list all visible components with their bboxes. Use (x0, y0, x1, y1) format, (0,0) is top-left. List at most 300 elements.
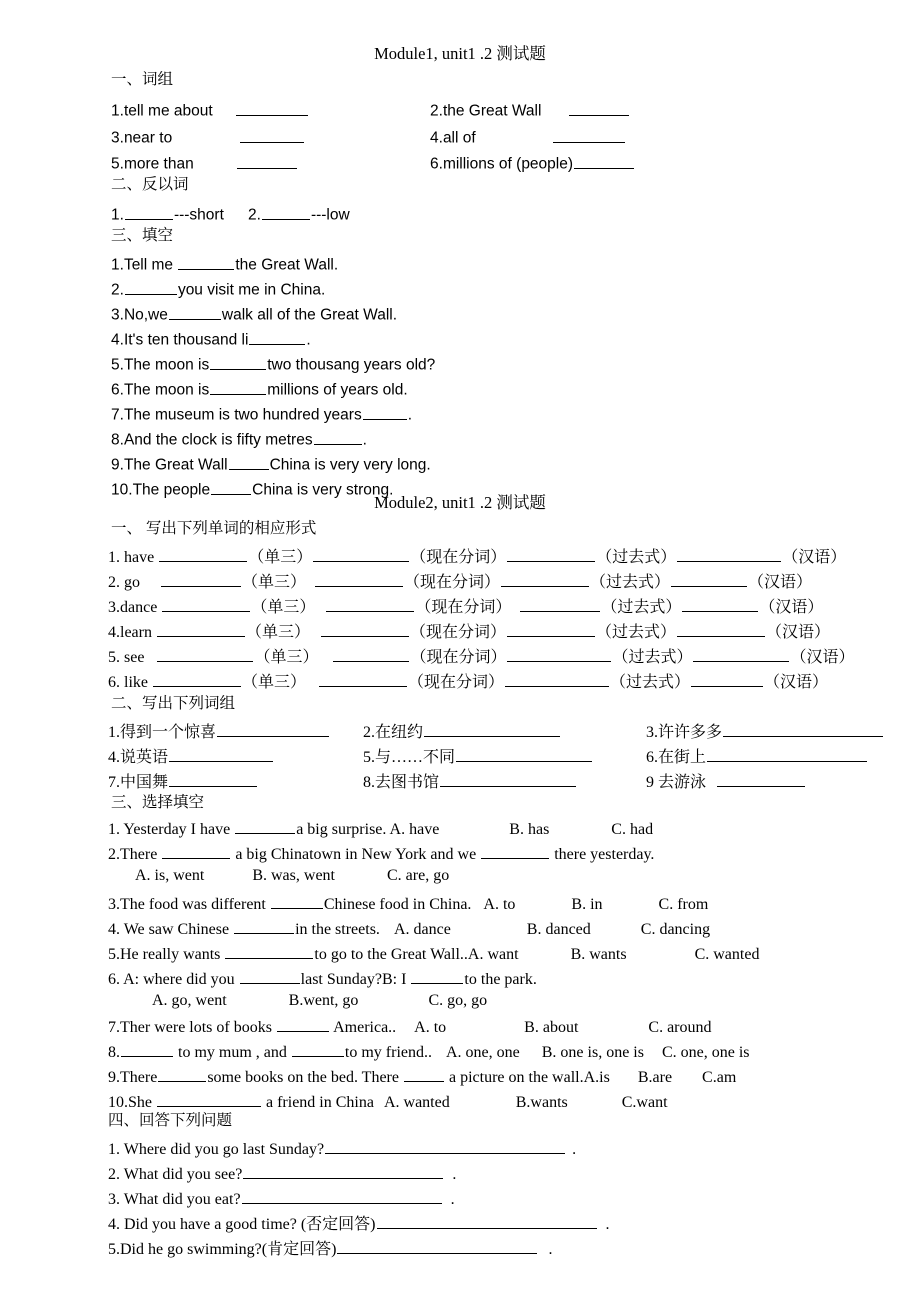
m2-q9-option-c[interactable]: C.am (702, 1069, 737, 1087)
m1-fill-8-blank[interactable] (314, 429, 362, 445)
m2-answer-q2 (108, 1163, 456, 1183)
m2-answer-5-num: 5. (108, 1241, 120, 1259)
m2-answer-4-text: Did you have a good time? (否定回答) (120, 1216, 376, 1234)
m2-word-3-label-cn: （汉语） (759, 599, 824, 617)
m2-answer-3-tail: . (450, 1191, 455, 1209)
m2-answer-1-text: Where did you go last Sunday? (120, 1141, 325, 1159)
m1-fill-4-post: . (306, 331, 311, 349)
m1-antonym-1-word: ---short (173, 206, 224, 224)
m1-phrase-4-num: 4. (430, 129, 443, 147)
m2-q3-num: 3. (108, 896, 120, 914)
m2-phrase-9-num: 9 (646, 774, 658, 792)
m2-q1-num: 1. (108, 821, 120, 839)
m1-phrase-4-text: all of (442, 129, 476, 147)
m2-word-6-num: 6. (108, 674, 120, 692)
m2-q5-option-b[interactable]: B. wants (570, 946, 627, 964)
m2-q8-post: to my friend.. (344, 1044, 432, 1062)
m1-fill-2-post: you visit me in China. (177, 281, 326, 299)
m2-q2-blank-1[interactable] (162, 843, 230, 859)
m1-fill-1-blank[interactable] (178, 254, 234, 270)
m2-q6-post: to the park. (464, 971, 537, 989)
m2-q8-option-a[interactable]: A. one, one (445, 1044, 520, 1062)
m1-fill-item-7 (111, 404, 412, 423)
m2-word-6-blank-cn[interactable] (691, 671, 763, 687)
m1-section2-heading: 二、反以词 (111, 176, 189, 193)
m2-answer-1-tail: . (572, 1141, 577, 1159)
m2-word-6-text: like (124, 674, 148, 692)
m2-phrase-2-num: 2. (363, 724, 375, 742)
m2-phrase-3-text: 许许多多 (658, 724, 723, 742)
m2-q6-pre: A: where did you (120, 971, 239, 989)
m2-q6-num: 6. (108, 971, 120, 989)
m1-fill-3-post: walk all of the Great Wall. (221, 306, 398, 324)
m2-q9-mid: some books on the bed. There (207, 1069, 403, 1087)
m1-fill-3-num: 3. (111, 306, 124, 324)
m2-section3-heading: 三、选择填空 (111, 794, 205, 811)
m1-fill-10-pre: The people (132, 481, 211, 499)
m2-answer-2-text: What did you see? (120, 1166, 243, 1184)
m2-phrase-1-text: 得到一个惊喜 (120, 724, 217, 742)
m2-answer-3-num: 3. (108, 1191, 120, 1209)
m2-phrase-8-text: 去图书馆 (375, 774, 440, 792)
m1-fill-item-5 (111, 354, 435, 373)
m2-q8-blank-2[interactable] (292, 1041, 344, 1057)
m1-phrase-3-blank[interactable] (240, 127, 304, 143)
m2-word-5-text: see (124, 649, 145, 667)
m2-choice-q4 (108, 918, 710, 938)
m2-word-4-blank-third[interactable] (157, 621, 245, 637)
m2-q6-option-b[interactable]: B.went, go (288, 992, 359, 1009)
m1-fill-6-post: millions of years old. (267, 381, 408, 399)
m1-fill-6-pre: The moon is (123, 381, 210, 399)
m2-word-6-label-third: （单三） (242, 674, 307, 692)
m1-fill-9-post: China is very very long. (269, 456, 431, 474)
m1-fill-item-3 (111, 304, 397, 323)
m2-q2-num: 2. (108, 846, 120, 864)
m2-word-3-text: dance (120, 599, 158, 617)
m2-answer-4-blank[interactable] (377, 1213, 597, 1229)
m2-answer-1-num: 1. (108, 1141, 120, 1159)
m1-phrase-item-1 (111, 100, 309, 119)
m1-fill-8-num: 8. (111, 431, 124, 449)
m1-phrase-1-text: tell me about (123, 102, 213, 120)
m2-phrase-6-blank[interactable] (707, 746, 867, 762)
m2-q2-blank-2[interactable] (481, 843, 549, 859)
m1-phrase-2-text: the Great Wall (442, 102, 542, 120)
m1-section3-heading: 三、填空 (111, 227, 174, 244)
m2-word-6-blank-third[interactable] (153, 671, 241, 687)
m2-choice-q2-options (135, 868, 449, 884)
m1-antonym-1-blank[interactable] (125, 204, 173, 220)
m2-word-row-6 (108, 671, 828, 691)
m1-fill-6-blank[interactable] (210, 379, 266, 395)
m1-fill-4-blank[interactable] (249, 329, 305, 345)
m1-phrase-6-text: millions of (people) (442, 155, 574, 173)
m2-q4-num: 4. (108, 921, 120, 939)
m1-phrase-item-2 (430, 100, 630, 119)
m2-q7-blank[interactable] (277, 1016, 329, 1032)
m2-word-5-blank-ing[interactable] (333, 646, 409, 662)
m1-phrase-5-num: 5. (111, 155, 124, 173)
m1-fill-7-pre: The museum is two hundred years (123, 406, 362, 424)
m2-word-3-blank-ing[interactable] (326, 596, 414, 612)
m2-word-6-label-past: （过去式） (610, 674, 691, 692)
m1-fill-item-4 (111, 329, 311, 348)
m2-word-5-label-cn: （汉语） (790, 649, 855, 667)
m2-word-5-blank-past[interactable] (507, 646, 611, 662)
m1-fill-item-8 (111, 429, 367, 448)
m2-choice-q3 (108, 893, 708, 913)
m2-word-4-num: 4. (108, 624, 120, 642)
m2-q6-option-a[interactable]: A. go, went (152, 992, 227, 1009)
m2-word-2-blank-third[interactable] (161, 571, 241, 587)
m2-q7-post: America.. (329, 1019, 397, 1037)
m2-word-2-label-cn: （汉语） (748, 574, 813, 592)
m2-q9-num: 9. (108, 1069, 120, 1087)
m2-word-1-text: have (124, 549, 155, 567)
paper-title-module2-text: Module2, unit1 .2 测试题 (374, 493, 546, 512)
m2-word-row-2 (108, 571, 812, 591)
m2-q5-blank[interactable] (225, 943, 313, 959)
m2-word-1-label-third: （单三） (248, 549, 313, 567)
m2-q9-option-b[interactable]: B.are (637, 1069, 673, 1087)
m1-phrase-1-blank[interactable] (236, 100, 308, 116)
m2-word-3-label-ing: （现在分词） (415, 599, 512, 617)
m1-fill-5-pre: The moon is (123, 356, 210, 374)
m1-fill-6-num: 6. (111, 381, 124, 399)
m2-word-5-label-ing: （现在分词） (410, 649, 507, 667)
m2-q9-post: a picture on the wall. (444, 1069, 584, 1087)
m1-fill-10-post: China is very strong. (252, 481, 394, 499)
m1-fill-item-1 (111, 254, 338, 273)
m1-phrase-3-text: near to (123, 129, 173, 147)
m2-phrase-8-blank[interactable] (440, 771, 576, 787)
m1-fill-item-6 (111, 379, 408, 398)
m1-fill-8-post: . (362, 431, 367, 449)
m2-phrase-6-text: 在街上 (658, 749, 707, 767)
m2-word-4-blank-ing[interactable] (321, 621, 409, 637)
m1-fill-2-blank[interactable] (125, 279, 177, 295)
m2-word-4-blank-cn[interactable] (677, 621, 765, 637)
m2-word-1-label-past: （过去式） (596, 549, 677, 567)
m2-word-row-5 (108, 646, 855, 666)
m1-fill-1-num: 1. (111, 256, 124, 274)
m2-phrase-4-text: 说英语 (120, 749, 169, 767)
m2-phrase-7-blank[interactable] (169, 771, 257, 787)
m2-q2-option-a[interactable]: A. is, went (135, 867, 205, 884)
m2-word-3-num: 3. (108, 599, 120, 617)
m2-q3-post: Chinese food in China. (323, 896, 472, 914)
m2-q3-option-b[interactable]: B. in (571, 896, 603, 914)
m2-word-6-blank-past[interactable] (505, 671, 609, 687)
m2-phrase-item-9 (646, 771, 806, 791)
m2-q8-option-c[interactable]: C. one, one is (661, 1044, 750, 1062)
m2-q10-num: 10. (108, 1094, 128, 1112)
m2-q7-num: 7. (108, 1019, 120, 1037)
m2-answer-q4 (108, 1213, 610, 1233)
m2-q3-pre: The food was different (120, 896, 270, 914)
m2-phrase-3-blank[interactable] (723, 721, 883, 737)
m2-answer-3-text: What did you eat? (120, 1191, 241, 1209)
m1-antonym-2-word: ---low (310, 206, 350, 224)
m2-answer-5-tail: . (548, 1241, 553, 1259)
m2-word-5-label-past: （过去式） (612, 649, 693, 667)
m2-phrase-item-6 (646, 746, 868, 766)
m2-phrase-6-num: 6. (646, 749, 658, 767)
m2-q1-pre: Yesterday I have (120, 821, 235, 839)
m2-phrase-7-text: 中国舞 (120, 774, 169, 792)
paper-title-module2 (0, 495, 920, 512)
m1-antonym-item-2 (248, 204, 350, 223)
m2-answer-2-tail: . (452, 1166, 457, 1184)
m1-phrase-item-5 (111, 153, 298, 172)
m1-phrase-item-4 (430, 127, 626, 146)
m2-q8-blank-1[interactable] (121, 1041, 173, 1057)
m2-choice-q7 (108, 1016, 712, 1036)
m2-word-2-label-past: （过去式） (590, 574, 671, 592)
m2-word-1-blank-third[interactable] (159, 546, 247, 562)
m2-q4-pre: We saw Chinese (120, 921, 234, 939)
m2-choice-q2 (108, 843, 654, 863)
m2-phrase-item-1 (108, 721, 330, 741)
m1-phrase-4-blank[interactable] (553, 127, 625, 143)
m2-q5-option-a[interactable]: A. want (467, 946, 519, 964)
m2-q4-option-b[interactable]: B. danced (526, 921, 591, 939)
m2-phrase-4-blank[interactable] (169, 746, 273, 762)
m2-q6-blank-1[interactable] (240, 968, 300, 984)
m2-answer-q1 (108, 1138, 576, 1158)
m2-phrase-5-blank[interactable] (456, 746, 592, 762)
m2-phrase-1-blank[interactable] (217, 721, 329, 737)
m2-phrase-item-8 (363, 771, 577, 791)
m2-phrase-item-2 (363, 721, 561, 741)
m2-word-4-label-ing: （现在分词） (410, 624, 507, 642)
m2-phrase-8-num: 8. (363, 774, 375, 792)
m2-phrase-item-4 (108, 746, 274, 766)
m2-q2-post: there yesterday. (550, 846, 655, 864)
m2-q5-pre: He really wants (120, 946, 225, 964)
m2-word-4-label-cn: （汉语） (766, 624, 831, 642)
m2-word-3-blank-cn[interactable] (682, 596, 758, 612)
m2-q9-blank-1[interactable] (158, 1066, 206, 1082)
m1-fill-item-9 (111, 454, 431, 473)
m2-answer-5-text: Did he go swimming?(肯定回答) (120, 1241, 337, 1259)
m2-word-row-1 (108, 546, 846, 566)
m2-answer-2-blank[interactable] (243, 1163, 443, 1179)
m1-fill-5-num: 5. (111, 356, 124, 374)
m2-word-2-num: 2. (108, 574, 120, 592)
m1-antonym-2-num: 2. (248, 206, 261, 224)
m2-q1-post: a big surprise. (296, 821, 387, 839)
m2-word-2-blank-cn[interactable] (671, 571, 747, 587)
m2-answer-2-num: 2. (108, 1166, 120, 1184)
paper-title-module1-text: Module1, unit1 .2 测试题 (374, 44, 546, 63)
m2-word-2-label-third: （单三） (242, 574, 307, 592)
m1-fill-5-post: two thousang years old? (267, 356, 436, 374)
m2-q7-option-b[interactable]: B. about (524, 1019, 579, 1037)
m2-q10-option-a[interactable]: A. wanted (383, 1094, 450, 1112)
m2-phrase-item-3 (646, 721, 884, 741)
m2-choice-q10 (108, 1091, 668, 1111)
m2-q4-option-c[interactable]: C. dancing (640, 921, 711, 939)
m2-word-2-text: go (124, 574, 140, 592)
m2-q1-option-a[interactable]: A. have (389, 821, 440, 839)
m2-word-1-label-ing: （现在分词） (410, 549, 507, 567)
m1-fill-3-blank[interactable] (169, 304, 221, 320)
m1-fill-10-blank[interactable] (211, 479, 251, 495)
m2-choice-q5 (108, 943, 759, 963)
m2-q7-option-a[interactable]: A. to (414, 1019, 447, 1037)
m1-phrase-3-num: 3. (111, 129, 124, 147)
m2-word-6-label-ing: （现在分词） (408, 674, 505, 692)
m1-fill-9-blank[interactable] (229, 454, 269, 470)
m1-fill-4-num: 4. (111, 331, 124, 349)
m2-q8-option-b[interactable]: B. one is, one is (541, 1044, 644, 1062)
m2-answer-4-tail: . (605, 1216, 610, 1234)
m2-phrase-2-blank[interactable] (424, 721, 560, 737)
m2-q3-option-c[interactable]: C. from (658, 896, 709, 914)
m2-answer-3-blank[interactable] (242, 1188, 442, 1204)
m2-choice-q6-options (152, 993, 487, 1009)
m2-q9-option-a[interactable]: A.is (583, 1069, 610, 1087)
m2-q6-option-c[interactable]: C. go, go (428, 992, 488, 1009)
m1-phrase-1-num: 1. (111, 102, 124, 120)
m2-q6-blank-2[interactable] (411, 968, 463, 984)
m2-q8-num: 8. (108, 1044, 120, 1062)
m1-fill-9-pre: The Great Wall (123, 456, 228, 474)
m2-word-3-blank-past[interactable] (520, 596, 600, 612)
m1-phrase-2-num: 2. (430, 102, 443, 120)
m2-phrase-3-num: 3. (646, 724, 658, 742)
m2-word-3-label-third: （单三） (251, 599, 316, 617)
m2-word-1-blank-past[interactable] (507, 546, 595, 562)
m2-q2-option-b[interactable]: B. was, went (252, 867, 335, 884)
m2-q7-option-c[interactable]: C. around (648, 1019, 712, 1037)
m1-fill-1-pre: Tell me (123, 256, 178, 274)
m2-section4-heading: 四、回答下列问题 (108, 1112, 233, 1129)
m1-phrase-item-3 (111, 127, 305, 146)
m1-phrase-5-text: more than (123, 155, 194, 173)
m1-fill-3-pre: No,we (123, 306, 168, 324)
m2-phrase-item-7 (108, 771, 258, 791)
m2-phrase-1-num: 1. (108, 724, 120, 742)
m1-fill-10-num: 10. (111, 481, 133, 499)
m2-word-5-blank-third[interactable] (157, 646, 253, 662)
m1-fill-item-2 (111, 279, 325, 298)
m2-word-2-blank-ing[interactable] (315, 571, 403, 587)
m2-word-5-num: 5. (108, 649, 120, 667)
m2-phrase-5-text: 与……不同 (375, 749, 456, 767)
m1-phrase-6-blank[interactable] (574, 153, 634, 169)
m2-q10-pre: She (128, 1094, 156, 1112)
m2-word-1-label-cn: （汉语） (782, 549, 847, 567)
m1-phrase-5-blank[interactable] (237, 153, 297, 169)
m1-phrase-6-num: 6. (430, 155, 443, 173)
m1-antonym-1-num: 1. (111, 206, 124, 224)
m2-word-1-blank-cn[interactable] (677, 546, 781, 562)
m2-word-4-label-third: （单三） (245, 624, 310, 642)
m1-antonym-item-1 (111, 204, 224, 223)
m2-q1-blank[interactable] (235, 818, 295, 834)
m1-fill-2-num: 2. (111, 281, 124, 299)
m2-phrase-4-num: 4. (108, 749, 120, 767)
m2-word-1-blank-ing[interactable] (313, 546, 409, 562)
m2-word-3-label-past: （过去式） (601, 599, 682, 617)
m2-word-4-blank-past[interactable] (507, 621, 595, 637)
m1-fill-7-post: . (407, 406, 413, 424)
m2-phrase-9-blank[interactable] (717, 771, 805, 787)
m2-choice-q8 (108, 1041, 750, 1061)
m2-q3-option-a[interactable]: A. to (483, 896, 516, 914)
m2-phrase-item-5 (363, 746, 593, 766)
m1-phrase-item-6 (430, 153, 635, 172)
m2-q5-num: 5. (108, 946, 120, 964)
m2-word-2-blank-past[interactable] (501, 571, 589, 587)
paper-title-module1 (0, 46, 920, 63)
m1-phrase-2-blank[interactable] (569, 100, 629, 116)
m2-choice-q9 (108, 1066, 736, 1086)
m1-antonym-2-blank[interactable] (262, 204, 310, 220)
m2-q10-blank[interactable] (157, 1091, 261, 1107)
m2-section2-heading: 二、写出下列词组 (111, 695, 236, 712)
m2-q10-post: a friend in China (262, 1094, 374, 1112)
m2-phrase-2-text: 在纽约 (375, 724, 424, 742)
m2-q2-mid: a big Chinatown in New York and we (231, 846, 481, 864)
m2-answer-5-blank[interactable] (337, 1238, 537, 1254)
m2-q9-pre: There (120, 1069, 158, 1087)
m2-q10-option-b[interactable]: B.wants (515, 1094, 568, 1112)
m1-fill-8-pre: And the clock is fifty metres (123, 431, 313, 449)
m2-phrase-5-num: 5. (363, 749, 375, 767)
m2-phrase-7-num: 7. (108, 774, 120, 792)
m1-fill-7-blank[interactable] (363, 404, 407, 420)
m2-choice-q6 (108, 968, 537, 988)
m2-q4-option-a[interactable]: A. dance (393, 921, 451, 939)
m2-choice-q1 (108, 818, 653, 838)
m2-phrase-9-text: 去游泳 (658, 774, 707, 792)
m2-word-6-blank-ing[interactable] (319, 671, 407, 687)
m2-section1-heading: 一、 写出下列单词的相应形式 (111, 520, 317, 537)
m2-word-3-blank-third[interactable] (162, 596, 250, 612)
m2-q2-option-c[interactable]: C. are, go (386, 867, 450, 884)
m2-word-4-label-past: （过去式） (596, 624, 677, 642)
m1-fill-5-blank[interactable] (210, 354, 266, 370)
m2-word-4-text: learn (120, 624, 152, 642)
m2-q10-option-c[interactable]: C.want (621, 1094, 668, 1112)
m2-q1-option-b[interactable]: B. has (509, 821, 550, 839)
m2-q8-mid: to my mum , and (174, 1044, 291, 1062)
m2-word-1-num: 1. (108, 549, 120, 567)
m1-fill-9-num: 9. (111, 456, 124, 474)
m2-q4-blank[interactable] (234, 918, 294, 934)
m1-fill-4-pre: It's ten thousand li (123, 331, 249, 349)
m2-q9-blank-2[interactable] (404, 1066, 444, 1082)
m2-answer-4-num: 4. (108, 1216, 120, 1234)
m2-q2-pre: There (120, 846, 162, 864)
m2-answer-1-blank[interactable] (325, 1138, 565, 1154)
m2-q5-post: to go to the Great Wall.. (314, 946, 468, 964)
m2-word-row-4 (108, 621, 830, 641)
m2-answer-q5 (108, 1238, 552, 1258)
m2-word-6-label-cn: （汉语） (764, 674, 829, 692)
m2-q3-blank[interactable] (271, 893, 323, 909)
m2-q1-option-c[interactable]: C. had (611, 821, 654, 839)
m1-fill-1-post: the Great Wall. (235, 256, 339, 274)
m2-word-5-blank-cn[interactable] (693, 646, 789, 662)
m2-word-5-label-third: （单三） (254, 649, 319, 667)
m1-section1-heading: 一、词组 (111, 71, 174, 88)
m2-q5-option-c[interactable]: C. wanted (694, 946, 760, 964)
